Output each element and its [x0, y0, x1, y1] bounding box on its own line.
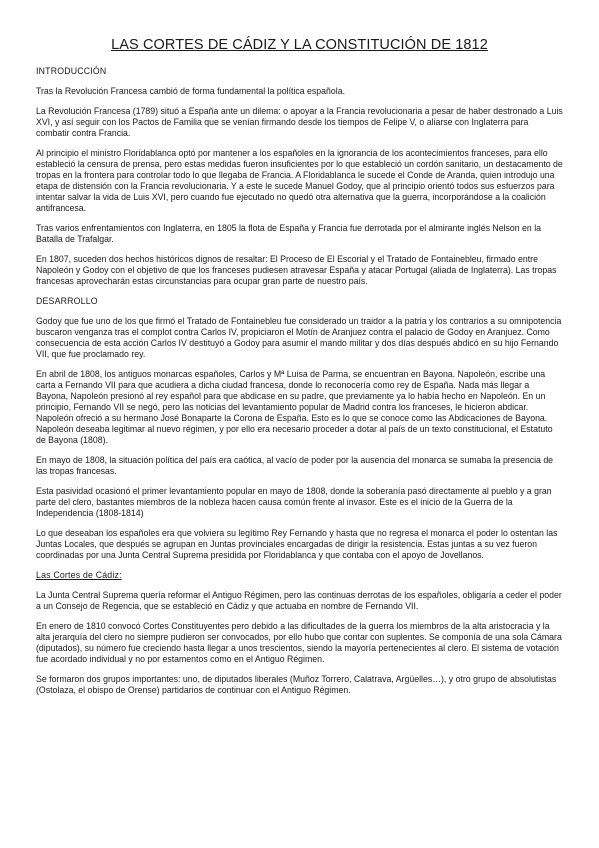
paragraph: Godoy que fue uno de los que firmó el Tratado de Fontainebleu fue considerado un traidor a la patria y los contrarios a su omnipotencia buscaron venganza tras el complot contra Carlos IV, propiciaron el Motín de Aranjuez contra el palacio de Godoy en Aranjuez. Como consecuencia de esta acción Carlos IV destituyó a Godoy para asumir el mando militar y dos días después abdicó en su hijo Fernando VII, que fue proclamado rey.	[36, 316, 562, 359]
paragraph: En abril de 1808, los antiguos monarcas españoles, Carlos y Mª Luisa de Parma, se encuentran en Bayona. Napoleón, escribe una carta a Fernando VII para que acudiera a dicha ciudad francesa, donde lo reconocería como rey de España. Nada más llegar a Bayona, Napoleón presionó al rey español para que abdicase en su padre, que previamente ya lo había hecho en Napoleón. En un principio, Fernando VII se negó, pero las noticias del levantamiento popular de Madrid contra los franceses, le hicieron abdicar. Napoleón ofreció a su hermano José Bonaparte la Corona de España. Esto es lo que se conoce como las Abdicaciones de Bayona. Napoleón deseaba legitimar al nuevo régimen, y por ello era necesario proceder a dotar al país de un texto constitucional, el Estatuto de Bayona (1808).	[36, 369, 553, 445]
paragraph: En mayo de 1808, la situación política del país era caótica, al vacío de poder por la ausencia del monarca se sumaba la presencia de las tropas francesas.	[36, 455, 554, 476]
paragraph: En 1807, suceden dos hechos históricos dignos de resaltar: El Proceso de El Escorial y el Tratado de Fontainebleu, firmado entre Napoleón y Godoy con el objetivo de que los franceses pudiesen atravesar España y atacar Portugal (aliada de Inglaterra). Las tropas francesas aprovecharán estas circunstancias para ocupar gran parte de nuestro país.	[36, 254, 557, 286]
paragraph: Al principio el ministro Floridablanca optó por mantener a los españoles en la ignorancia de los acontecimientos franceses, para ello estableció la censura de prensa, pero estas medidas fueron insuficientes por lo que estableció un cordón sanitario, un destacamento de tropas en la frontera para controlar todo lo que llegaba de Francia. A Floridablanca le sucede el Conde de Aranda, quien introdujo una etapa de distensión con la Francia revolucionaria. Y a este le sucede Manuel Godoy, que al principio orientó todos sus esfuerzos para intentar salvar la vida de Luis XVI, pero cuando fue ejecutado no quedó otra alternativa que la guerra, incorporándose a la coalición antifrancesa.	[36, 148, 563, 213]
section-heading-desarrollo: DESARROLLO	[36, 296, 98, 306]
paragraph: En enero de 1810 convocó Cortes Constituyentes pero debido a las dificultades de la guerra los miembros de la alta aristocracia y la alta jerarquía del clero no siempre pudieron ser convocados, por ello hubo que contar con suplentes. Se componía de una sola Cámara (diputados), su número fue creciendo hasta llegar a unos trescientos, siendo la mayoría pertenecientes al clero. El sistema de votación fue acordado individual y no por estamentos como en el Antiguo Régimen.	[36, 621, 562, 664]
paragraph: Se formaron dos grupos importantes: uno, de diputados liberales (Muñoz Torrero, Calatrava, Argüelles…), y otro grupo de absolutistas (Ostolaza, el obispo de Orense) partidarios de continuar con el Antiguo Régimen.	[36, 674, 557, 695]
paragraph: La Revolución Francesa (1789) situó a España ante un dilema: o apoyar a la Francia revolucionaria a pesar de haber destronado a Luis XVI, y así seguir con los Pactos de Familia que se venían firmando desde los tiempos de Felipe V, o aliarse con Inglaterra para combatir contra Francia.	[36, 106, 563, 138]
paragraph: La Junta Central Suprema quería reformar el Antiguo Régimen, pero las continuas derrotas de los españoles, obligaría a ceder el poder a un Consejo de Regencia, que se estableció en Cádiz y que actuaba en nombre de Fernando VII.	[36, 590, 562, 611]
paragraph: Tras la Revolución Francesa cambió de forma fundamental la política española.	[36, 86, 346, 96]
paragraph: Esta pasividad ocasionó el primer levantamiento popular en mayo de 1808, donde la soberanía pasó directamente al pueblo y a gran parte del clero, bastantes miembros de la nobleza hacen causa común frente al invasor. Este es el inicio de la Guerra de la Independencia (1808-1814)	[36, 486, 552, 518]
paragraph: Tras varios enfrentamientos con Inglaterra, en 1805 la flota de España y Francia fue derrotada por el almirante inglés Nelson en la Batalla de Trafalgar.	[36, 223, 542, 244]
paragraph: Lo que deseaban los españoles era que volviera su legítimo Rey Fernando y hasta que no regresa el monarca el poder lo ostentan las Juntas Locales, que después se agrupan en Juntas provinciales encargadas de dirigir la resistencia. Estas juntas a su vez fueron coordinadas por una Junta Central Suprema presidida por Floridablanca y que contaba con el apoyo de Jovellanos.	[36, 528, 558, 560]
subsection-heading-cortes: Las Cortes de Cádiz:	[36, 570, 122, 580]
section-heading-introduccion: INTRODUCCIÓN	[36, 66, 107, 76]
document-title: LAS CORTES DE CÁDIZ Y LA CONSTITUCIÓN DE 1812	[111, 37, 488, 53]
